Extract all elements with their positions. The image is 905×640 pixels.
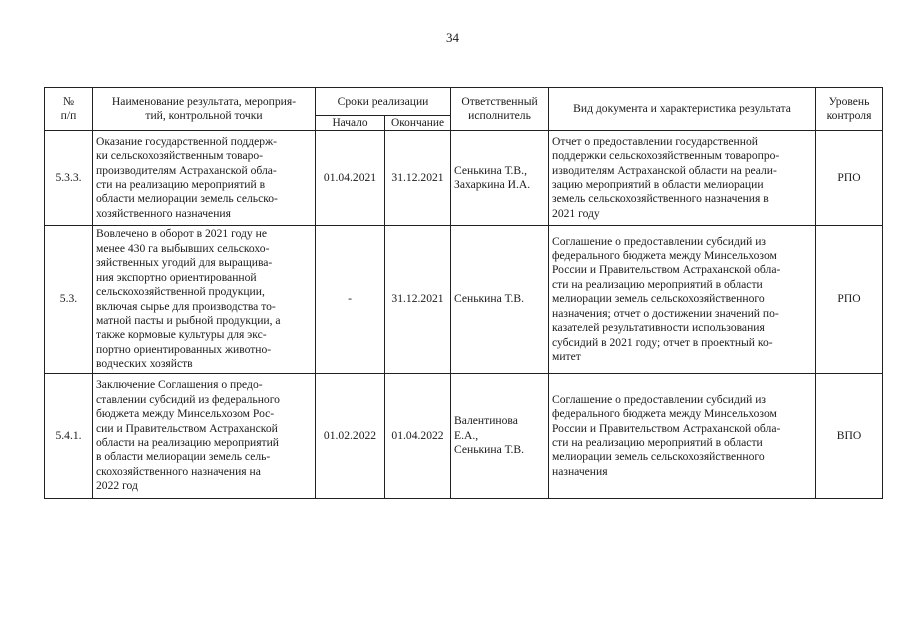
result-name-line: Вовлечено в оборот в 2021 году не [96,227,267,241]
header-document: Вид документа и характеристика результата [549,88,816,131]
responsible-line: Сенькина Т.В. [454,443,525,457]
start-date: 01.02.2022 [316,374,385,499]
document-line: 2021 году [552,206,600,220]
result-name [93,374,316,499]
document-line: федерального бюджета между Минсельхозом [552,249,777,263]
result-name-line: портно ориентированных животно- [96,342,272,356]
result-name-line: производителям Астраханской обла- [96,163,277,177]
end-date: 31.12.2021 [385,226,451,374]
header-responsible [451,88,549,131]
document-line: казателей результативности использования [552,321,765,335]
table-row [45,226,883,374]
result-name-line: сии и Правительством Астраханской [96,421,278,435]
document-line: субсидий в 2021 году; отчет в проектный ко- [552,335,773,349]
document-line: Соглашение о предоставлении субсидий из [552,392,766,406]
header-name-line1: Наименование результата, мероприя- [111,95,297,108]
document-description [549,226,816,374]
result-name-line: области мелиорации земель сельско- [96,192,278,206]
result-name-line: ки сельскохозяйственным товаро- [96,149,264,163]
document-line: митет [552,349,581,363]
document-line: назначения; отчет о достижении значений по- [552,306,779,320]
document-line: Соглашение о предоставлении субсидий из [552,234,766,248]
document-line: мелиорации земель сельскохозяйственного [552,292,765,306]
header-level [816,88,883,131]
start-date: - [316,226,385,374]
document-line: сти на реализацию мероприятий в области [552,277,763,291]
result-name-line: бюджета между Минсельхозом Рос- [96,407,275,421]
responsible [451,131,549,226]
result-name-line: хозяйственного назначения [96,206,231,220]
row-number: 5.3.3. [45,131,93,226]
header-num-line1: № [62,95,75,108]
header-row [45,88,883,116]
header-level-line1: Уровень [828,95,870,108]
result-name-line: ния экспортно ориентированной [96,270,257,284]
document-line: мелиорации земель сельскохозяйственного [552,450,765,464]
row-number: 5.3. [45,226,93,374]
header-end: Окончание [385,116,451,131]
result-name-line: менее 430 га выбывших сельскохо- [96,241,270,255]
responsible [451,374,549,499]
table-row [45,131,883,226]
header-name [93,88,316,131]
header-level-line2: контроля [826,109,872,122]
result-name-line: включая сырье для производства то- [96,299,276,313]
document-line: Отчет о предоставлении государственной [552,134,758,148]
document-line: поддержки сельскохозяйственным товаропро- [552,149,780,163]
result-name-line: в области мелиорации земель сель- [96,450,271,464]
document-line: федерального бюджета между Минсельхозом [552,407,777,421]
responsible-line: Е.А., [454,428,479,442]
header-name-line2: тий, контрольной точки [145,109,263,122]
start-date: 01.04.2021 [316,131,385,226]
result-name-line: водческих хозяйств [96,357,193,371]
document-line: зацию мероприятий в области мелиорации [552,178,764,191]
responsible-line: Сенькина Т.В. [454,292,525,306]
result-name-line: ставлении субсидий из федерального [96,392,280,406]
control-level: РПО [816,226,883,374]
header-terms: Сроки реализации [316,88,451,116]
header-resp-line1: Ответственный [461,95,538,108]
header-num [45,88,93,131]
header-num-line2: п/п [60,109,77,122]
document-line: сти на реализацию мероприятий в области [552,436,763,449]
document-line: России и Правительством Астраханской обла- [552,263,781,277]
document-line: земель сельскохозяйственного назначения в [552,192,769,206]
row-number: 5.4.1. [45,374,93,499]
responsible-line: Валентинова [454,414,518,428]
page-number: 34 [446,30,459,45]
header-resp-line2: исполнитель [468,109,531,122]
end-date: 01.04.2022 [385,374,451,499]
table-row [45,374,883,499]
document-description [549,374,816,499]
responsible-line: Захаркина И.А. [454,178,531,191]
result-name-line: матной пасты и рыбной продукции, а [96,313,281,327]
responsible-line: Сенькина Т.В., [454,163,527,177]
result-name-line: области на реализацию мероприятий [96,436,280,449]
control-level: РПО [816,131,883,226]
result-name-line: зяйственных угодий для выращива- [96,256,273,270]
results-table [44,87,883,499]
result-name-line: сти на реализацию мероприятий в [96,178,266,191]
document-description [549,131,816,226]
document-line: назначения [552,464,608,478]
result-name-line: скохозяйственного назначения на [96,464,261,478]
responsible [451,226,549,374]
result-name [93,131,316,226]
control-level: ВПО [816,374,883,499]
end-date: 31.12.2021 [385,131,451,226]
result-name-line: также кормовые культуры для экс- [96,328,267,342]
document-line: России и Правительством Астраханской обла- [552,421,781,435]
header-start: Начало [316,116,385,131]
result-name-line: сельскохозяйственной продукции, [96,285,265,299]
result-name-line: Заключение Соглашения о предо- [96,378,263,392]
result-name [93,226,316,374]
document-line: изводителям Астраханской области на реали- [552,163,777,177]
result-name-line: 2022 год [96,479,138,493]
result-name-line: Оказание государственной поддерж- [96,134,277,148]
